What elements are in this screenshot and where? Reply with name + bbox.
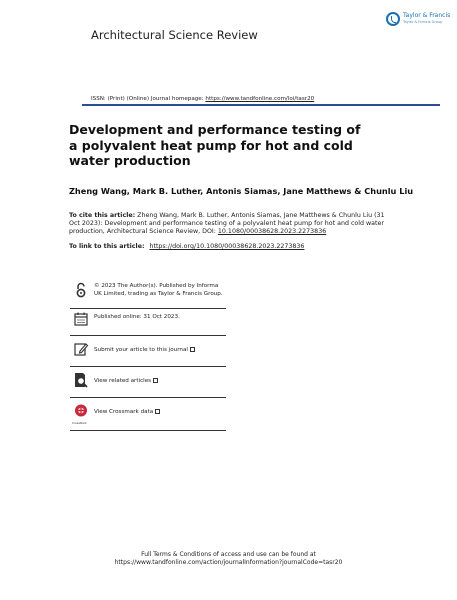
info-divider (70, 366, 226, 367)
external-link-icon (155, 409, 160, 414)
open-access-row (70, 281, 226, 307)
publisher-logo-icon (386, 12, 400, 26)
publisher-logo[interactable] (386, 11, 451, 29)
published-date-text: Published online: 31 Oct 2023. (94, 314, 180, 320)
crossmark-row[interactable] (70, 403, 226, 427)
header-rule (82, 104, 440, 106)
article-link-line (69, 243, 304, 250)
published-row (70, 311, 226, 333)
citation-doi-link[interactable]: 10.1080/00038628.2023.2273836 (217, 228, 327, 235)
related-articles-link[interactable]: View related articles (94, 378, 152, 384)
external-link-icon (153, 378, 158, 383)
citation-label: To cite this article: (69, 212, 136, 219)
crossmark-icon (72, 403, 90, 421)
info-divider (70, 308, 226, 309)
info-divider (70, 430, 226, 431)
article-doi-link[interactable]: https://doi.org/10.1080/00038628.2023.2273836 (149, 243, 305, 250)
footer (0, 551, 457, 567)
footer-terms-text: Full Terms & Conditions of access and use can be found at (141, 551, 316, 558)
article-title: Development and performance testing of a polyvalent heat pump for hot and cold water production (69, 122, 361, 168)
footer-journal-link[interactable]: https://www.tandfonline.com/action/journalInformation?journalCode=tasr20 (114, 559, 343, 566)
calendar-icon (73, 311, 89, 327)
issn-line (91, 96, 314, 102)
article-authors: Zheng Wang, Mark B. Luther, Antonis Siamas, Jane Matthews & Chunlu Liu (69, 186, 414, 196)
open-access-text: © 2023 The Author(s). Published by Informa UK Limited, trading as Taylor & Francis Group. (94, 283, 223, 297)
publisher-name: Taylor & Francis (403, 12, 451, 19)
submit-article-row[interactable] (70, 341, 226, 363)
crossmark-link[interactable]: View Crossmark data (94, 409, 154, 415)
citation-block (69, 212, 387, 236)
info-divider (70, 397, 226, 398)
issn-text: ISSN: (Print) (Online) Journal homepage: (91, 96, 204, 102)
edit-icon (73, 341, 89, 357)
related-articles-icon (73, 372, 89, 388)
related-articles-row[interactable] (70, 372, 226, 394)
submit-article-link[interactable]: Submit your article to this journal (94, 347, 188, 353)
crossmark-logo-text: CrossMark (72, 421, 87, 425)
journal-title: Architectural Science Review (91, 28, 258, 42)
citation-text: Zheng Wang, Mark B. Luther, Antonis Siamas, Jane Matthews & Chunlu Liu (31 Oct 2023): Development and performance testing of a polyvalent heat pump for hot and cold water production, Architectural Science Review, DOI: (69, 212, 385, 235)
external-link-icon (190, 347, 195, 352)
info-divider (70, 335, 226, 336)
journal-homepage-link[interactable]: https://www.tandfonline.com/loi/tasr20 (205, 96, 315, 102)
article-link-label: To link to this article: (69, 243, 145, 250)
open-access-icon (73, 282, 89, 298)
publisher-subname: Taylor & Francis Group (403, 20, 443, 24)
